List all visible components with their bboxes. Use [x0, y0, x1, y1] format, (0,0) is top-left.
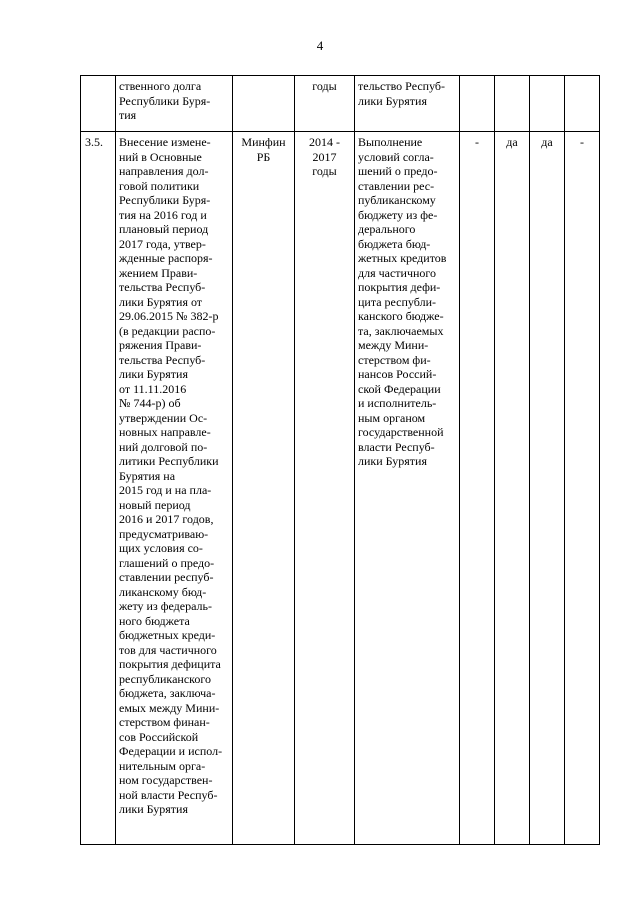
- cell-num: 3.5.: [81, 132, 116, 845]
- result-line: тельство Респуб-: [358, 79, 446, 93]
- result-line: власти Респуб-: [358, 439, 435, 454]
- name-line: 2016 и 2017 годов,: [119, 512, 214, 526]
- name-line: 2015 год и на пла-: [119, 483, 212, 497]
- result-line: Выполнение: [358, 135, 423, 149]
- name-line: Внесение измене-: [119, 135, 211, 149]
- name-line: бюджета, заключа-: [119, 686, 216, 700]
- name-line: ной власти Респуб-: [119, 787, 218, 802]
- cell-name: [116, 132, 233, 845]
- name-line: ного бюджета: [119, 613, 190, 628]
- result-line: для частичного: [358, 265, 437, 280]
- name-line: ний в Основные: [119, 149, 202, 164]
- cell-year: [530, 76, 565, 132]
- name-line: ликанскому бюд-: [119, 584, 207, 599]
- result-line: покрытия дефи-: [358, 280, 441, 294]
- name-line: предусматриваю-: [119, 526, 209, 541]
- name-line: ном государствен-: [119, 773, 213, 787]
- result-line: дерального: [358, 222, 416, 236]
- name-line: глашений о предо-: [119, 555, 215, 570]
- name-line: стерством финан-: [119, 715, 210, 729]
- result-line: лики Бурятия: [358, 454, 427, 468]
- name-line: ственного долга: [119, 79, 202, 93]
- term-line: 2017: [312, 149, 337, 164]
- cell-executor: [233, 76, 295, 132]
- name-line: тов для частичного: [119, 642, 217, 657]
- name-line: жету из федераль-: [119, 599, 212, 613]
- name-line: лики Бурятия: [119, 802, 188, 816]
- result-line: между Мини-: [358, 338, 429, 352]
- result-line: бюджету из фе-: [358, 207, 438, 222]
- term-line: годы: [312, 164, 337, 178]
- name-line: литики Республики: [119, 454, 219, 468]
- term-line: 2014 -: [309, 135, 340, 149]
- result-line: лики Бурятия: [358, 93, 427, 108]
- cell-year: [565, 76, 600, 132]
- result-line: ным органом: [358, 410, 426, 425]
- cell-year: -: [460, 132, 495, 845]
- table-row-3-5: [81, 132, 600, 845]
- name-line: тельства Респуб-: [119, 352, 206, 367]
- cell-result: [355, 132, 460, 845]
- name-line: сов Российской: [119, 729, 199, 744]
- name-line: 29.06.2015 № 382-р: [119, 309, 219, 323]
- name-line: тельства Респуб-: [119, 280, 206, 294]
- name-line: ний долговой по-: [119, 439, 208, 454]
- name-line: утверждении Ос-: [119, 410, 208, 425]
- name-line: плановый период: [119, 222, 209, 236]
- name-line: № 744-р) об: [119, 396, 181, 410]
- result-line: ставлении рес-: [358, 178, 435, 193]
- name-line: говой политики: [119, 178, 200, 193]
- name-line: нительным орга-: [119, 758, 206, 773]
- table-row-continuation: [81, 76, 600, 132]
- result-line: условий согла-: [358, 149, 434, 164]
- name-line: жением Прави-: [119, 265, 198, 280]
- page-number: 4: [316, 38, 324, 53]
- result-line: нансов Россий-: [358, 367, 437, 381]
- name-line: направления дол-: [119, 164, 209, 178]
- cell-year: -: [565, 132, 600, 845]
- result-line: жетных кредитов: [358, 251, 447, 265]
- name-line: Бурятия на: [119, 468, 176, 483]
- name-line: щих условия со-: [119, 541, 203, 555]
- result-line: ской Федерации: [358, 381, 441, 396]
- cell-result: [355, 76, 460, 132]
- name-line: (в редакции распо-: [119, 323, 216, 338]
- result-line: публиканскому: [358, 193, 436, 207]
- result-line: государственной: [358, 425, 444, 439]
- executor-line: Минфин: [241, 135, 286, 149]
- cell-num: [81, 76, 116, 132]
- result-line: и исполнитель-: [358, 396, 437, 410]
- cell-year: [495, 76, 530, 132]
- executor-line: РБ: [256, 149, 271, 164]
- result-line: бюджета бюд-: [358, 236, 431, 251]
- cell-year: [460, 76, 495, 132]
- name-line: лики Бурятия от: [119, 294, 203, 309]
- name-line: бюджетных креди-: [119, 628, 216, 642]
- name-line: Республики Буря-: [119, 93, 211, 108]
- name-line: Республики Буря-: [119, 193, 211, 207]
- name-line: новый период: [119, 497, 191, 512]
- name-line: новных направле-: [119, 425, 211, 439]
- result-line: стерством фи-: [358, 352, 431, 367]
- name-line: тия: [119, 108, 137, 122]
- name-line: емых между Мини-: [119, 700, 220, 715]
- cell-term: [295, 132, 355, 845]
- name-line: лики Бурятия: [119, 367, 188, 381]
- result-line: шений о предо-: [358, 164, 438, 178]
- plan-table: [80, 75, 600, 845]
- name-line: Федерации и испол-: [119, 744, 223, 758]
- name-line: от 11.11.2016: [119, 381, 187, 396]
- cell-name: [116, 76, 233, 132]
- result-line: та, заключаемых: [358, 323, 444, 338]
- name-line: жденные распоря-: [119, 251, 213, 265]
- term-line: годы: [312, 79, 337, 93]
- cell-executor: [233, 132, 295, 845]
- name-line: покрытия дефицита: [119, 657, 221, 671]
- cell-year: да: [530, 132, 565, 845]
- result-line: канского бюдже-: [358, 309, 444, 323]
- name-line: тия на 2016 год и: [119, 207, 207, 222]
- cell-year: да: [495, 132, 530, 845]
- name-line: республиканского: [119, 671, 211, 686]
- name-line: ряжения Прави-: [119, 338, 202, 352]
- cell-term: [295, 76, 355, 132]
- name-line: 2017 года, утвер-: [119, 236, 206, 251]
- name-line: ставлении респуб-: [119, 570, 214, 584]
- result-line: цита республи-: [358, 294, 436, 309]
